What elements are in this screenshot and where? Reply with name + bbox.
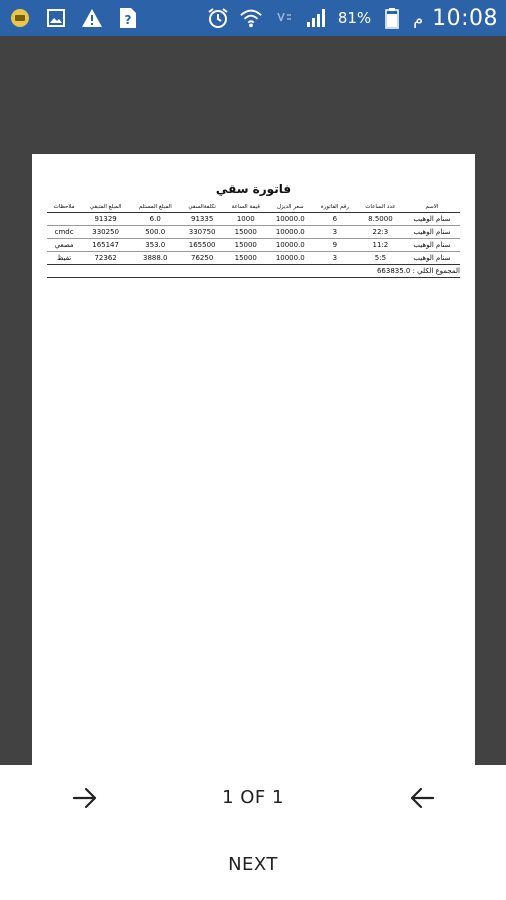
- cell: 72362: [81, 252, 130, 265]
- cell: سنام الوهيب: [404, 252, 460, 265]
- column-header: ملاحظات: [47, 204, 81, 213]
- cell: 330750: [181, 226, 224, 239]
- cell: 500.0: [130, 226, 181, 239]
- cell: 10000.0: [268, 213, 313, 226]
- cell: 91329: [81, 213, 130, 226]
- column-header: عدد الساعات: [357, 204, 404, 213]
- invoice-row: [47, 226, 460, 239]
- cell: 3: [313, 226, 357, 239]
- cell: 10000.0: [268, 252, 313, 265]
- cell: 1000: [224, 213, 268, 226]
- previous-page-arrow-button[interactable]: [397, 781, 447, 815]
- cell: 3888.0: [130, 252, 181, 265]
- cell: 15000: [224, 226, 268, 239]
- signal-icon: [305, 6, 329, 30]
- svg-text:?: ?: [124, 13, 132, 27]
- arrow-left-icon: [409, 787, 435, 809]
- alarm-icon: [206, 6, 230, 30]
- cell: 6.0: [130, 213, 181, 226]
- status-bar-right: [206, 0, 498, 36]
- print-preview-area[interactable]: [0, 36, 506, 765]
- cell: مصعي: [47, 239, 81, 252]
- cell: 10000.0: [268, 226, 313, 239]
- next-button[interactable]: NEXT: [228, 854, 278, 875]
- column-header: سعر الديزل: [268, 204, 313, 213]
- invoice-row: [47, 239, 460, 252]
- status-time: 10:08: [432, 5, 498, 31]
- invoice-title: فاتورة سقي: [215, 182, 292, 196]
- invoice-total: المجموع الكلي : 663835.0: [47, 267, 460, 278]
- warning-icon: [80, 6, 104, 30]
- time-ampm: م: [413, 8, 424, 28]
- preview-navigation: [0, 765, 506, 900]
- cell: 9: [313, 239, 357, 252]
- cell: 15000: [224, 252, 268, 265]
- cell: سنام الوهيب: [404, 239, 460, 252]
- page-indicator: 1 OF 1: [222, 787, 284, 808]
- cell: 353.0: [130, 239, 181, 252]
- cell: سنام الوهيب: [404, 226, 460, 239]
- cell: 10000.0: [268, 239, 313, 252]
- column-header: رقم الفاتورة: [313, 204, 357, 213]
- status-bar: [0, 0, 506, 36]
- column-header: الاسم: [404, 204, 460, 213]
- cell: سنام الوهيب: [404, 213, 460, 226]
- cell: cmdc: [47, 226, 81, 239]
- battery-percent: 81%: [337, 9, 372, 27]
- gallery-icon: [44, 6, 68, 30]
- column-header: المبلغ المتبقي: [81, 204, 130, 213]
- column-header: قيمة الساعة: [224, 204, 268, 213]
- cell: 15000: [224, 239, 268, 252]
- cell: 5:5: [357, 252, 404, 265]
- cell: 330250: [81, 226, 130, 239]
- invoice-page: [32, 154, 475, 765]
- invoice-row: [47, 252, 460, 265]
- invoice-header-row: [47, 204, 460, 213]
- cell: 22:3: [357, 226, 404, 239]
- wifi-icon: [239, 6, 263, 30]
- column-header: تكلفةالسقي: [181, 204, 224, 213]
- cell: 11:2: [357, 239, 404, 252]
- invoice-table: [47, 204, 460, 265]
- cell: 6: [313, 213, 357, 226]
- status-bar-left: [8, 0, 140, 36]
- column-header: المبلغ المستلم: [130, 204, 181, 213]
- unknown-file-icon: [116, 6, 140, 30]
- cell: 3: [313, 252, 357, 265]
- cell: 165500: [181, 239, 224, 252]
- notification-app-icon: [8, 6, 32, 30]
- cell: 8.5000: [357, 213, 404, 226]
- invoice-row: [47, 213, 460, 226]
- cell: 91335: [181, 213, 224, 226]
- cell: [47, 213, 81, 226]
- cell: تفيظ: [47, 252, 81, 265]
- cell: 76250: [181, 252, 224, 265]
- cell: 165147: [81, 239, 130, 252]
- no-data-icon: [272, 6, 296, 30]
- battery-icon: [380, 6, 404, 30]
